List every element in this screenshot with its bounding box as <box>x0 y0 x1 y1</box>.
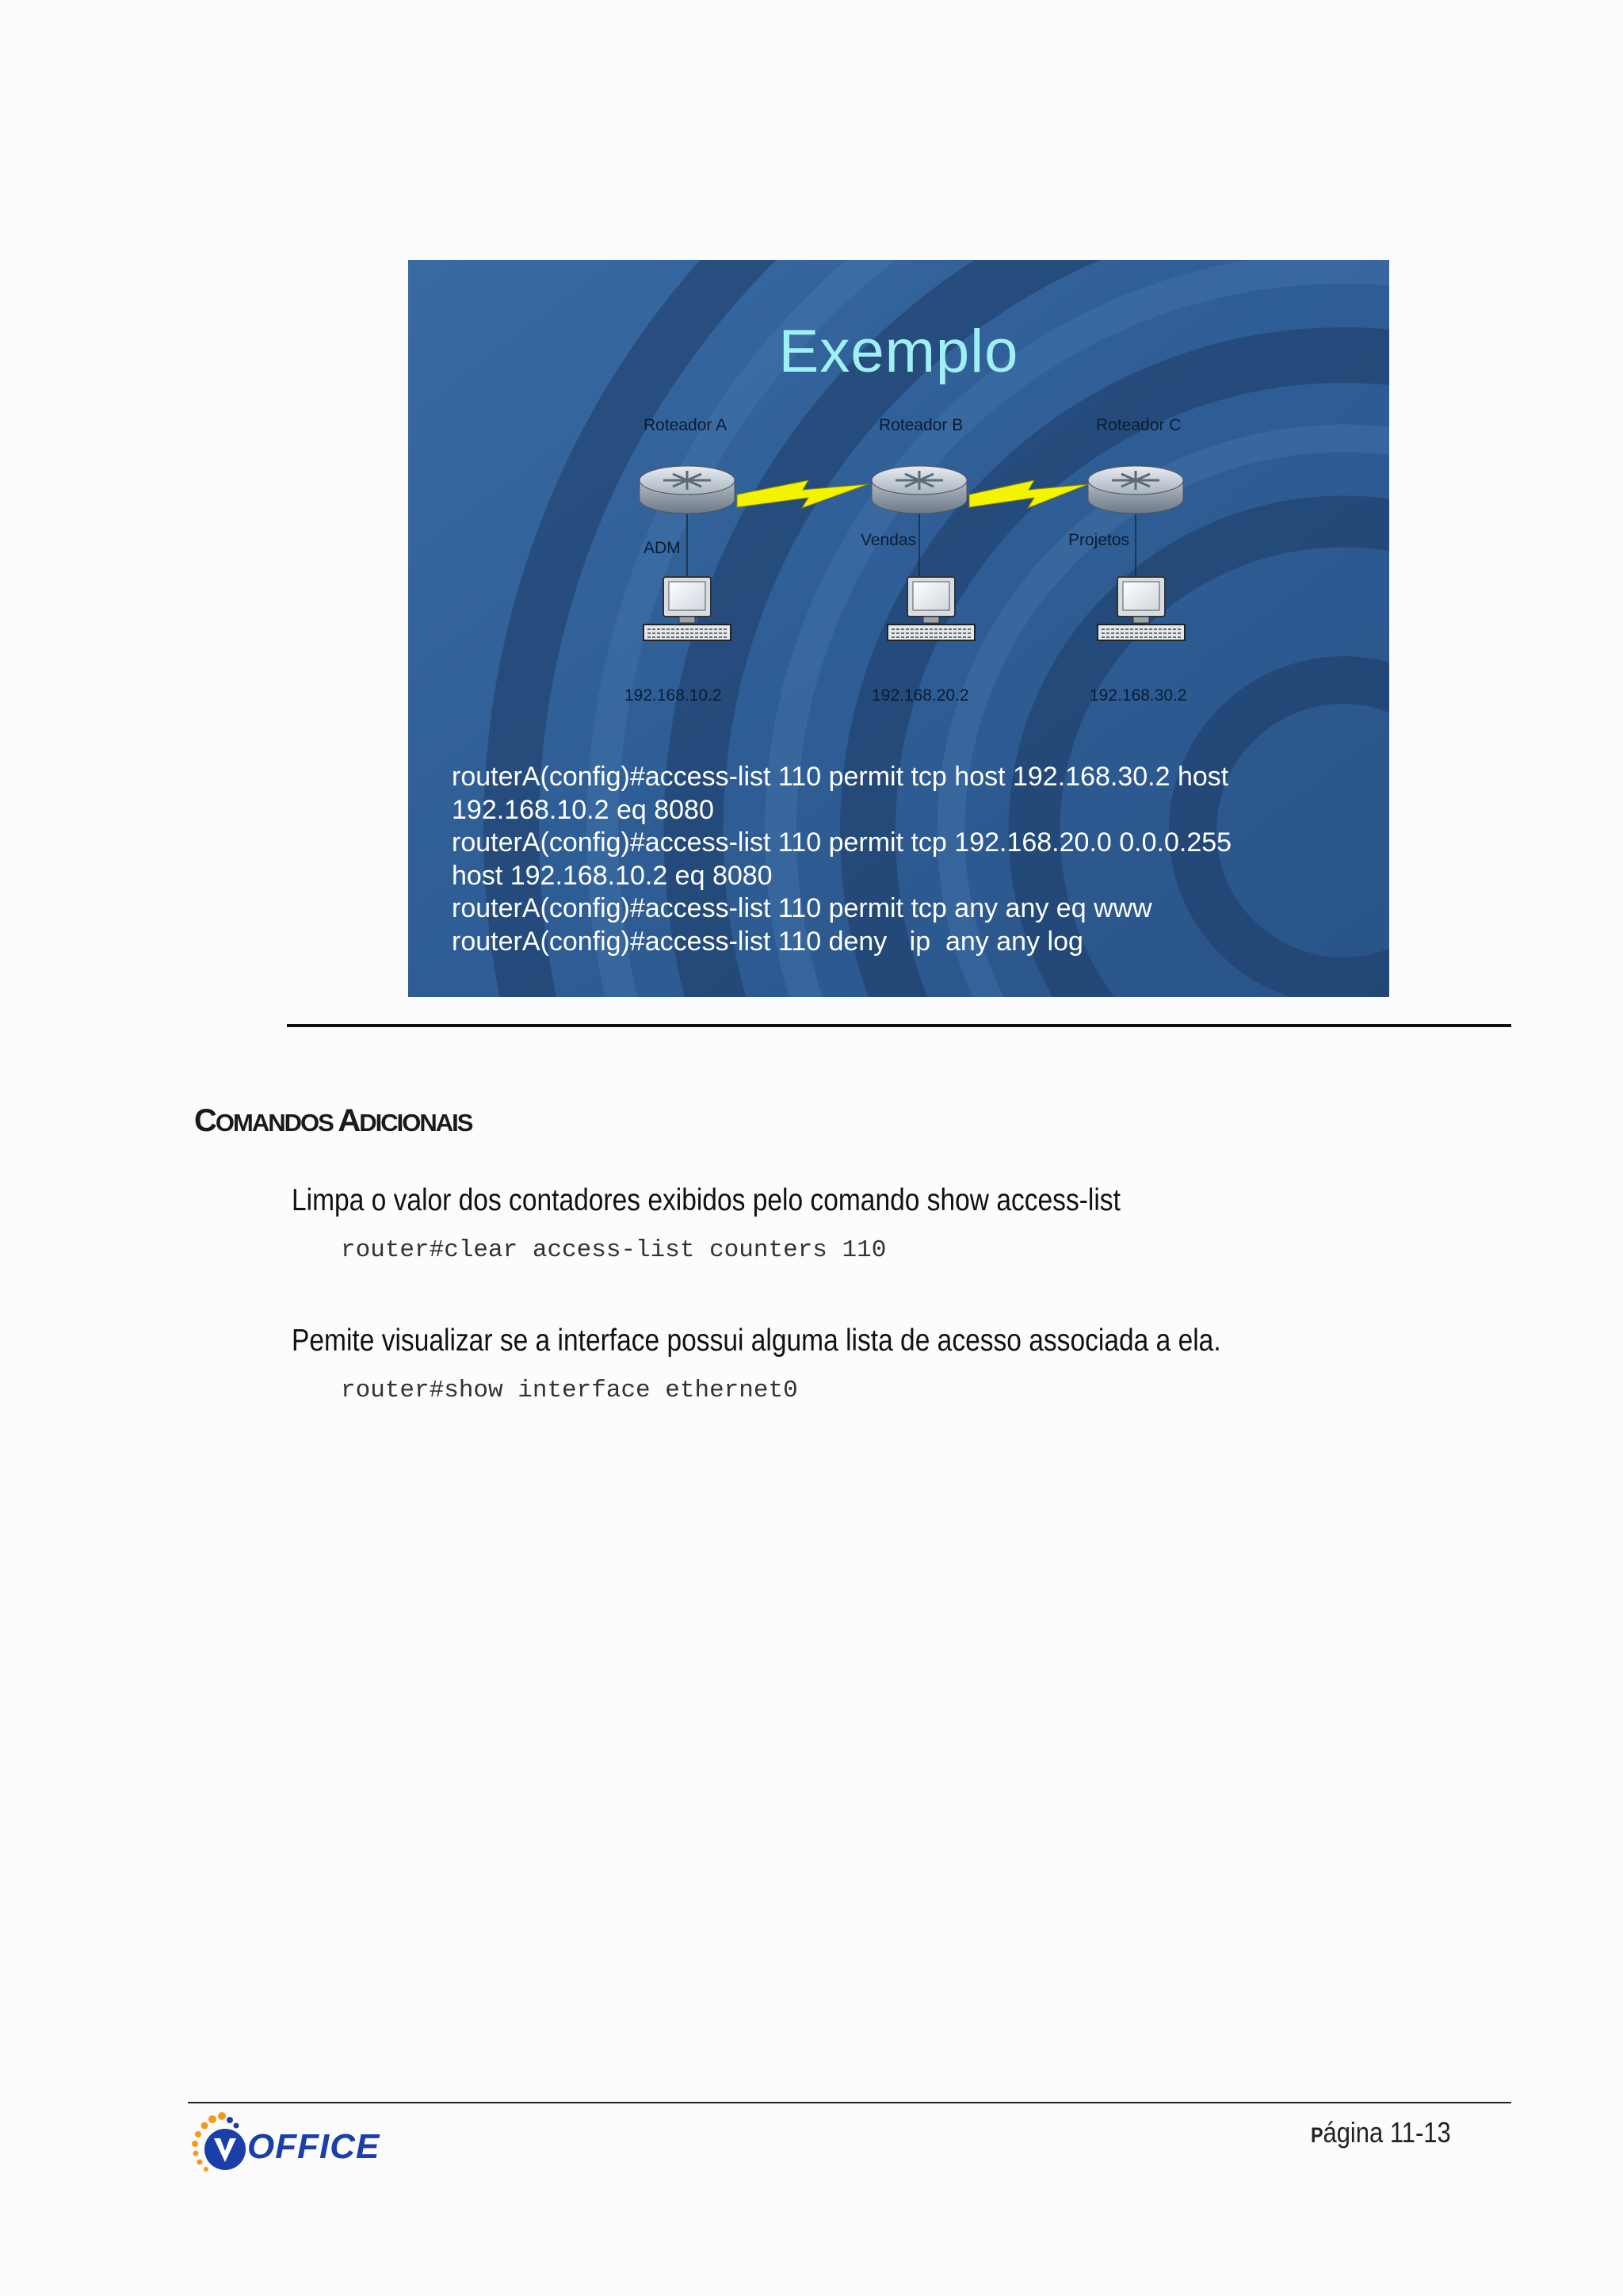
host-a-ip: 192.168.10.2 <box>624 686 722 705</box>
access-list-commands <box>452 761 1363 958</box>
item-description: Pemite visualizar se a interface possui alguma lista de acesso associada a ela. <box>292 1324 1221 1358</box>
router-a-label: Roteador A <box>643 416 727 434</box>
slide-title: Exemplo <box>778 318 1019 385</box>
example-slide <box>408 260 1389 997</box>
top-divider <box>287 1024 1511 1027</box>
item-command: router#clear access-list counters 110 <box>341 1236 887 1264</box>
heading-initial: A <box>338 1103 360 1138</box>
code-line: routerA(config)#access-list 110 permit tcp any any eq www <box>452 893 1152 923</box>
router-b-label: Roteador B <box>879 416 964 434</box>
lan-a-label: ADM <box>643 539 681 557</box>
code-line: 192.168.10.2 eq 8080 <box>452 794 714 825</box>
footer-divider <box>188 2102 1511 2103</box>
router-c-label: Roteador C <box>1096 416 1182 434</box>
code-line: routerA(config)#access-list 110 permit tcp host 192.168.30.2 host <box>452 762 1229 792</box>
lan-b-label: Vendas <box>861 531 917 549</box>
router-a-icon <box>640 466 735 514</box>
heading-rest: DICIONAIS <box>359 1109 472 1137</box>
serial-link-bc <box>969 480 1088 508</box>
item-command: router#show interface ethernet0 <box>341 1377 798 1404</box>
page-number <box>1311 2116 1451 2149</box>
heading-initial: C <box>194 1103 216 1138</box>
workstation-a-icon <box>643 577 731 640</box>
page-label: ágina 11-13 <box>1323 2116 1451 2149</box>
workstation-c-icon <box>1098 577 1185 640</box>
voffice-logo <box>190 2110 380 2181</box>
item-description: Limpa o valor dos contadores exibidos pelo comando show access-list <box>292 1183 1121 1217</box>
section-heading <box>194 1103 472 1139</box>
heading-rest: OMANDOS <box>215 1109 338 1137</box>
router-b-icon <box>872 466 967 514</box>
page-prefix: P <box>1311 2123 1323 2147</box>
serial-link-ab <box>737 480 868 508</box>
logo-text: OFFICE <box>247 2127 380 2166</box>
code-line: host 192.168.10.2 eq 8080 <box>452 860 773 891</box>
lan-c-label: Projetos <box>1068 531 1130 549</box>
code-line: routerA(config)#access-list 110 deny ip any any log <box>452 926 1083 957</box>
workstation-b-icon <box>888 577 975 640</box>
router-c-icon <box>1088 466 1183 514</box>
code-line: routerA(config)#access-list 110 permit tcp 192.168.20.0 0.0.0.255 <box>452 827 1232 858</box>
host-c-ip: 192.168.30.2 <box>1090 686 1187 705</box>
host-b-ip: 192.168.20.2 <box>872 686 969 705</box>
